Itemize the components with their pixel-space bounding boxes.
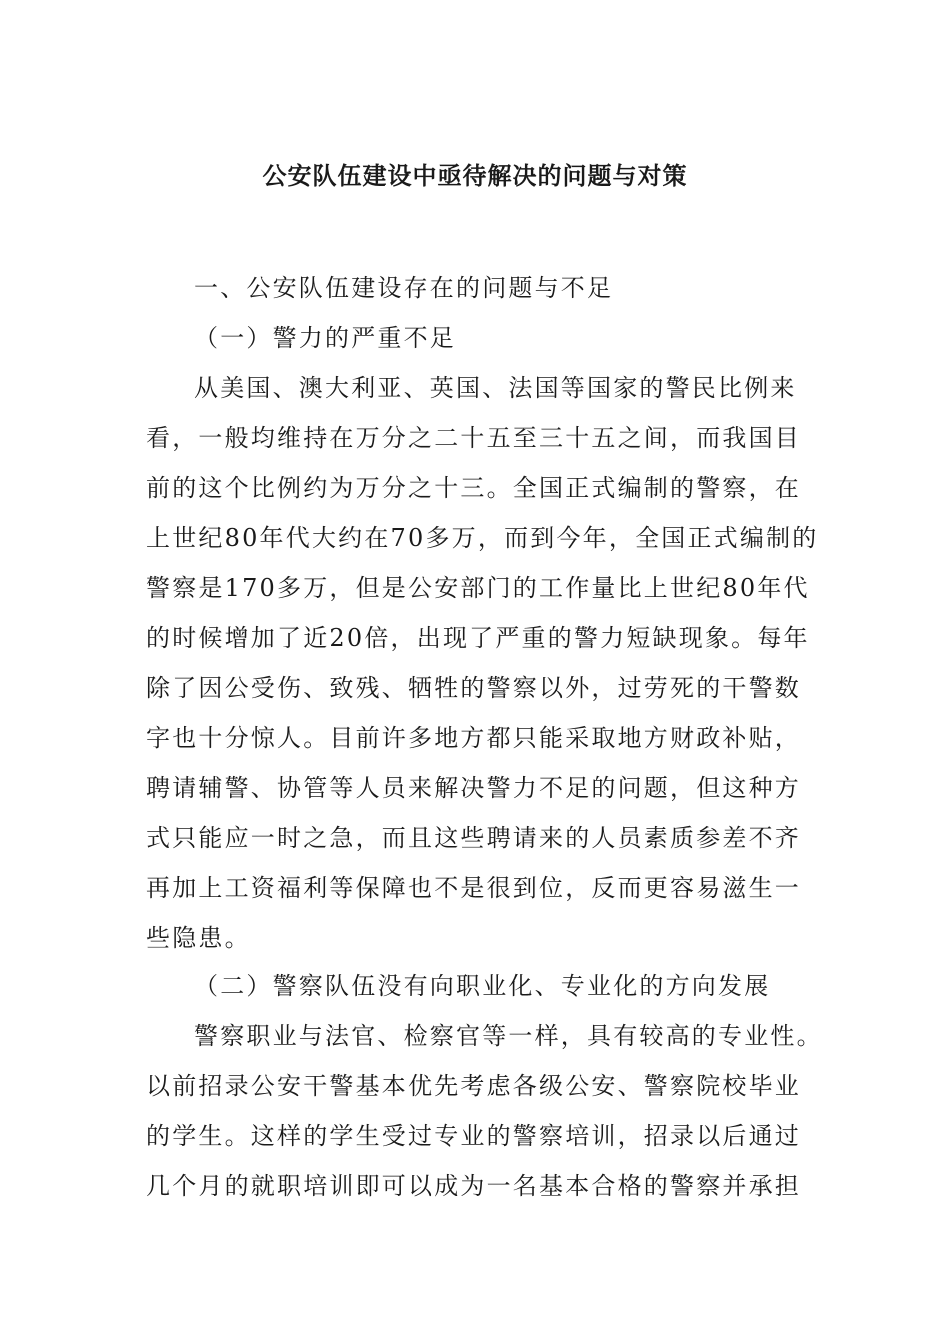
section-heading-1: 一、公安队伍建设存在的问题与不足 [194,274,614,302]
paragraph-line: 除了因公受伤、致残、牺牲的警察以外，过劳死的干警数 [146,674,801,702]
paragraph-line: 几个月的就职培训即可以成为一名基本合格的警察并承担 [146,1172,801,1200]
paragraph-line: 的学生。这样的学生受过专业的警察培训，招录以后通过 [146,1122,801,1150]
paragraph-line: 些隐患。 [146,924,251,952]
paragraph-line: 看，一般均维持在万分之二十五至三十五之间，而我国目 [146,424,801,452]
paragraph-line: 前的这个比例约为万分之十三。全国正式编制的警察，在 [146,474,801,502]
subsection-heading-2: （二）警察队伍没有向职业化、专业化的方向发展 [194,972,771,1000]
subsection-heading-1: （一）警力的严重不足 [194,324,456,352]
paragraph-line: 警察是170多万，但是公安部门的工作量比上世纪80年代 [146,574,810,602]
paragraph-line: 从美国、澳大利亚、英国、法国等国家的警民比例来 [194,374,797,402]
paragraph-line: 的时候增加了近20倍，出现了严重的警力短缺现象。每年 [146,624,810,652]
document-title: 公安队伍建设中亟待解决的问题与对策 [262,161,688,190]
paragraph-line: 字也十分惊人。目前许多地方都只能采取地方财政补贴， [146,724,801,752]
paragraph-line: 再加上工资福利等保障也不是很到位，反而更容易滋生一 [146,874,801,902]
paragraph-line: 聘请辅警、协管等人员来解决警力不足的问题，但这种方 [146,774,801,802]
paragraph-line: 以前招录公安干警基本优先考虑各级公安、警察院校毕业 [146,1072,801,1100]
paragraph-line: 式只能应一时之急，而且这些聘请来的人员素质参差不齐 [146,824,801,852]
paragraph-line: 警察职业与法官、检察官等一样，具有较高的专业性。 [194,1022,823,1050]
paragraph-line: 上世纪80年代大约在70多万，而到今年，全国正式编制的 [146,524,819,552]
